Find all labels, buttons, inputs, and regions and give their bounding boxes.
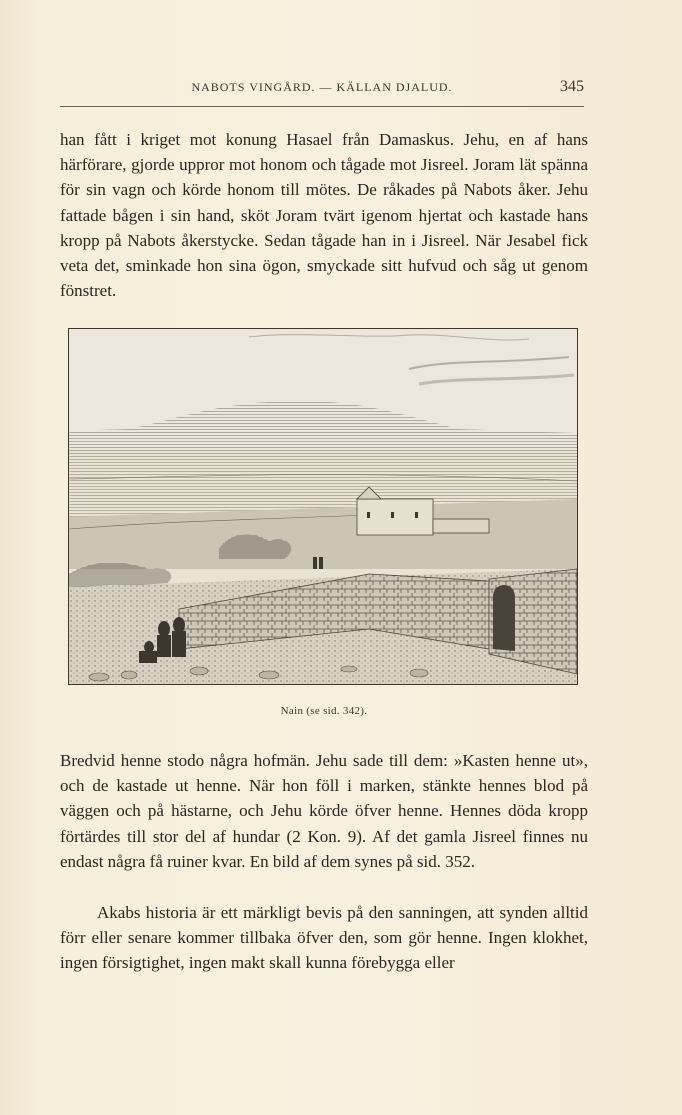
header-rule — [60, 106, 584, 107]
running-head: NABOTS VINGÅRD. — KÄLLAN DJALUD. — [191, 80, 453, 94]
paragraph-text: han fått i kriget mot konung Hasael från Damaskus. Jehu, en af hans härförare, gjorde uppror mot honom och tågade mot Jisreel. Joram lät spänna för sin vagn och körde honom till mötes. De råkades på Nabots åker. Jehu fattade bågen i sin hand, sköt Joram tvärt igenom hjertat och kastade hans kropp på Nabots åkerstycke. Sedan tågade han in i Jisreel. När Jesabel fick veta det, sminkade hon sina ögon, smyckade sitt hufvud och såg ut genom fönstret. — [60, 130, 588, 301]
paragraph-1 — [60, 127, 588, 303]
engraving-illustration — [68, 328, 578, 685]
paragraph-text: Bredvid henne stodo några hofmän. Jehu sade till dem: »Kasten henne ut», och de kastade ut henne. När hon föll i marken, stänkte hennes blod på väggen och på hästarne, och Jehu körde öfver henne. Hennes döda kropp förtärdes till stor del af hundar (2 Kon. 9). Af det gamla Jisreel finnes nu endast några få ruiner kvar. En bild af dem synes på sid. 352. — [60, 751, 588, 871]
page-header — [60, 78, 584, 102]
figure-caption: Nain (se sid. 342). — [280, 705, 368, 717]
paragraph-3 — [60, 900, 588, 976]
paragraph-text: Akabs historia är ett märkligt bevis på den sanningen, att synden alltid förr eller senare kommer tillbaka öfver den, som gör henne. Ingen klokhet, ingen försigtighet, ingen makt skall kunna förebygga eller — [60, 903, 588, 973]
landscape-engraving — [69, 329, 577, 684]
page-number: 345 — [560, 78, 584, 95]
paragraph-2 — [60, 748, 588, 874]
